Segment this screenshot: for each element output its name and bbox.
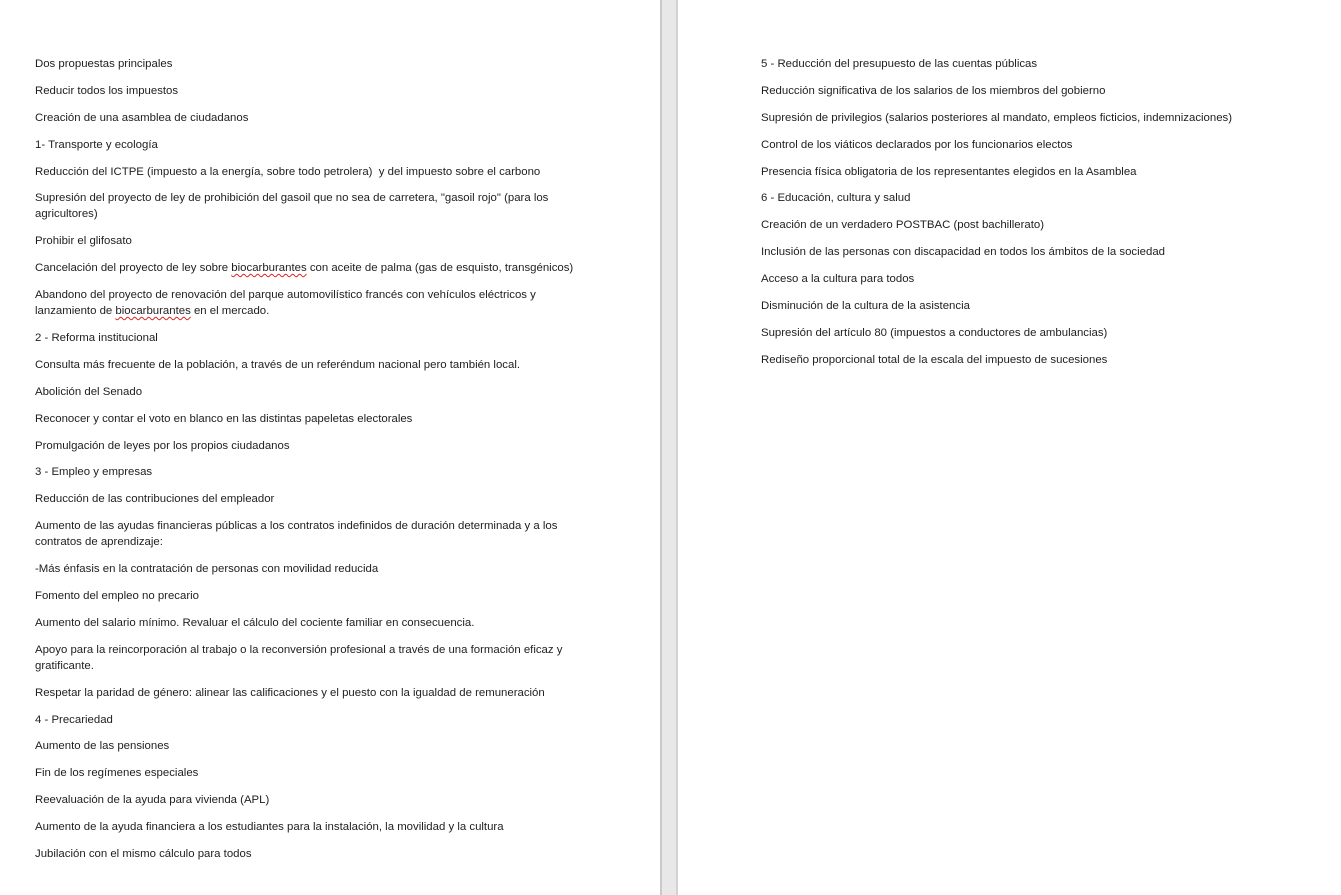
document-paragraph[interactable]: Reducir todos los impuestos	[35, 84, 179, 97]
document-paragraph[interactable]: Supresión de privilegios (salarios posteriores al mandato, empleos ficticios, indemnizaciones)	[761, 111, 1233, 124]
document-paragraph[interactable]: Fomento del empleo no precario	[35, 590, 199, 603]
document-paragraph[interactable]: Prohibir el glifosato	[35, 235, 132, 248]
document-paragraph[interactable]: Aumento del salario mínimo. Revaluar el cálculo del cociente familiar en consecuencia.	[35, 616, 475, 629]
document-paragraph[interactable]: Jubilación con el mismo cálculo para todos	[35, 848, 252, 861]
spellcheck-flagged-word[interactable]: biocarburantes	[115, 305, 191, 318]
document-paragraph[interactable]: Aumento de las ayudas financieras públicas a los contratos indefinidos de duración determinada y a los contratos de aprendizaje:	[35, 520, 561, 549]
document-paragraph[interactable]: 3 - Empleo y empresas	[35, 466, 153, 479]
left-page-paragraphs	[35, 56, 660, 862]
spellcheck-flagged-word[interactable]: biocarburantes	[231, 262, 307, 275]
document-paragraph[interactable]: Acceso a la cultura para todos	[761, 273, 915, 286]
document-paragraph[interactable]: -Más énfasis en la contratación de personas con movilidad reducida	[35, 563, 379, 576]
page-gap-shadow	[660, 0, 662, 895]
document-paragraph[interactable]: Rediseño proporcional total de la escala del impuesto de sucesiones	[761, 353, 1108, 366]
document-paragraph[interactable]: 6 - Educación, cultura y salud	[761, 192, 911, 205]
document-paragraph[interactable]: Fin de los regímenes especiales	[35, 767, 199, 780]
document-paragraph[interactable]: 4 - Precariedad	[35, 713, 113, 726]
document-paragraph[interactable]: Aumento de la ayuda financiera a los estudiantes para la instalación, la movilidad y la cultura	[35, 821, 504, 834]
document-paragraph[interactable]: 1- Transporte y ecología	[35, 138, 158, 151]
document-paragraph[interactable]: Respetar la paridad de género: alinear las calificaciones y el puesto con la igualdad de remuneración	[35, 686, 545, 699]
document-paragraph[interactable]: Abandono del proyecto de renovación del parque automovilístico francés con vehículos eléctricos y lanzamiento de biocarburantes en el mercado.	[35, 289, 540, 318]
document-paragraph[interactable]: 5 - Reducción del presupuesto de las cuentas públicas	[761, 58, 1038, 70]
document-paragraph[interactable]: Reducción del ICTPE (impuesto a la energía, sobre todo petrolera) y del impuesto sobre el carbono	[35, 165, 541, 178]
document-paragraph[interactable]: 2 - Reforma institucional	[35, 332, 158, 345]
document-paragraph[interactable]: Supresión del proyecto de ley de prohibición del gasoil que no sea de carretera, "gasoil rojo" (para los agricultores)	[35, 192, 552, 221]
document-paragraph[interactable]: Disminución de la cultura de la asistencia	[761, 300, 970, 313]
document-paragraph[interactable]: Inclusión de las personas con discapacidad en todos los ámbitos de la sociedad	[761, 246, 1165, 259]
document-paragraph[interactable]: Supresión del artículo 80 (impuestos a conductores de ambulancias)	[761, 326, 1108, 339]
document-paragraph[interactable]: Reducción de las contribuciones del empleador	[35, 493, 275, 506]
document-paragraph[interactable]: Dos propuestas principales	[35, 58, 173, 70]
document-paragraph[interactable]: Promulgación de leyes por los propios ciudadanos	[35, 439, 290, 452]
document-paragraph[interactable]: Reconocer y contar el voto en blanco en las distintas papeletas electorales	[35, 412, 413, 425]
document-paragraph[interactable]: Consulta más frecuente de la población, a través de un referéndum nacional pero también local.	[35, 358, 521, 371]
document-paragraph[interactable]: Control de los viáticos declarados por los funcionarios electos	[761, 138, 1073, 151]
document-page-right[interactable]	[678, 0, 1341, 895]
document-paragraph[interactable]: Cancelación del proyecto de ley sobre biocarburantes con aceite de palma (gas de esquisto, transgénicos)	[35, 262, 574, 275]
document-paragraph[interactable]: Abolición del Senado	[35, 385, 143, 398]
document-page-left[interactable]	[0, 0, 660, 895]
document-paragraph[interactable]: Presencia física obligatoria de los representantes elegidos en la Asamblea	[761, 165, 1137, 178]
document-paragraph[interactable]: Creación de un verdadero POSTBAC (post bachillerato)	[761, 219, 1045, 232]
document-paragraph[interactable]: Apoyo para la reincorporación al trabajo o la reconversión profesional a través de una formación eficaz y gratificante.	[35, 643, 566, 672]
document-paragraph[interactable]: Reducción significativa de los salarios de los miembros del gobierno	[761, 84, 1106, 97]
right-page-paragraphs	[761, 56, 1341, 368]
document-paragraph[interactable]: Aumento de las pensiones	[35, 740, 170, 753]
document-paragraph[interactable]: Reevaluación de la ayuda para vivienda (APL)	[35, 794, 270, 807]
document-paragraph[interactable]: Creación de una asamblea de ciudadanos	[35, 111, 249, 124]
